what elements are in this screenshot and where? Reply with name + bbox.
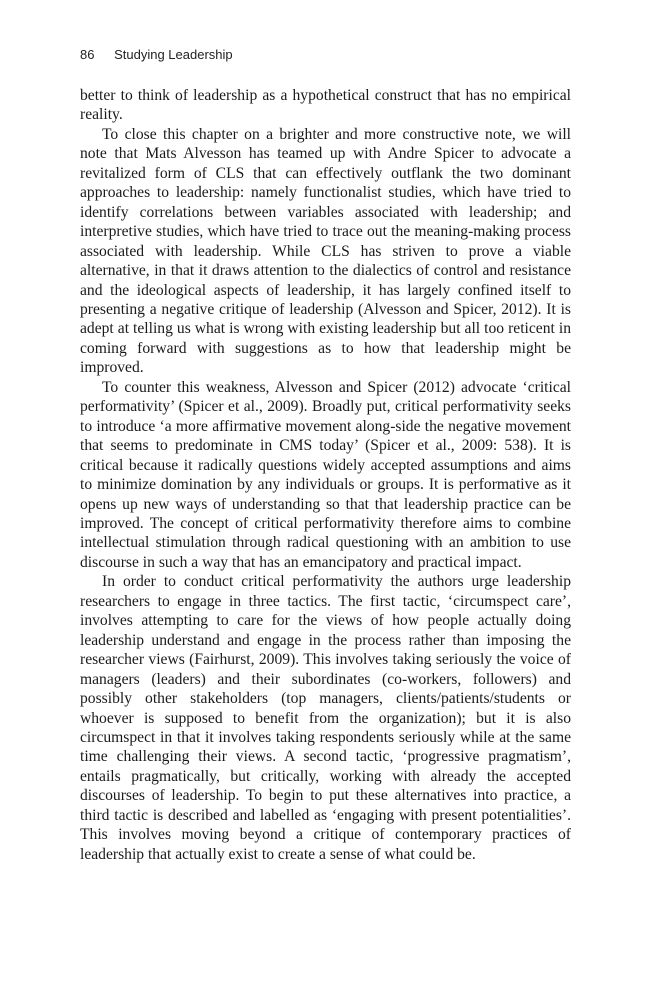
running-header	[80, 47, 233, 62]
paragraph-three-tactics: In order to conduct critical performativity the authors urge leadership researchers to engage in three tactics. The first tactic, ‘circumspect care’, involves attempting to care for the views of how people actually doing leadership understand and engage in the process rather than imposing the researcher views (Fairhurst, 2009). This involves taking seriously the voice of managers (leaders) and their subordinates (co-workers, followers) and possibly other stakeholders (top managers, clients/patients/students or whoever is supposed to benefit from the organization); but it is also circumspect in that it involves taking respondents seriously while at the same time challenging their views. A second tactic, ‘progressive pragmatism’, entails pragmatically, but critically, working with already the accepted discourses of leadership. To begin to put these alternatives into practice, a third tactic is described and labelled as ‘engaging with present potentialities’. This involves moving beyond a critique of contemporary practices of leadership that actually exist to create a sense of what could be.	[80, 573, 571, 863]
body-text	[80, 86, 571, 864]
paragraph-critical-performativity: To counter this weakness, Alvesson and Spicer (2012) advocate ‘critical performativity’ (Spicer et al., 2009). Broadly put, critical performativity seeks to introduce ‘a more affirmative movement along-side the negative movement that seems to predominate in CMS today’ (Spicer et al., 2009: 538). It is critical because it radically questions widely accepted assumptions and aims to minimize domination by any individuals or groups. It is performative as it opens up new ways of understanding so that that leadership practice can be improved. The concept of critical performativity therefore aims to combine intellectual stimulation through radical questioning with an ambition to use discourse in such a way that has an emancipatory and practical impact.	[80, 378, 571, 571]
paragraph-alvesson-spicer: To close this chapter on a brighter and more constructive note, we will note that Mats Alvesson has teamed up with Andre Spicer to advocate a revitalized form of CLS that can effectively outflank the two dominant approaches to leadership: namely functionalist studies, which have tried to identify correlations between variables associated with leadership; and interpretive studies, which have tried to trace out the meaning-making process associated with leadership. While CLS has striven to prove a viable alternative, in that it draws attention to the dialectics of control and resistance and the ideological aspects of leadership, it has largely confined itself to presenting a negative critique of leadership (Alvesson and Spicer, 2012). It is adept at telling us what is wrong with existing leadership but all too reticent in coming forward with suggestions as to how that leadership might be improved.	[80, 125, 571, 377]
paragraph-continuation: better to think of leadership as a hypothetical construct that has no empirical reality.	[80, 87, 571, 124]
running-title: Studying Leadership	[114, 47, 233, 62]
page-number: 86	[80, 47, 95, 62]
